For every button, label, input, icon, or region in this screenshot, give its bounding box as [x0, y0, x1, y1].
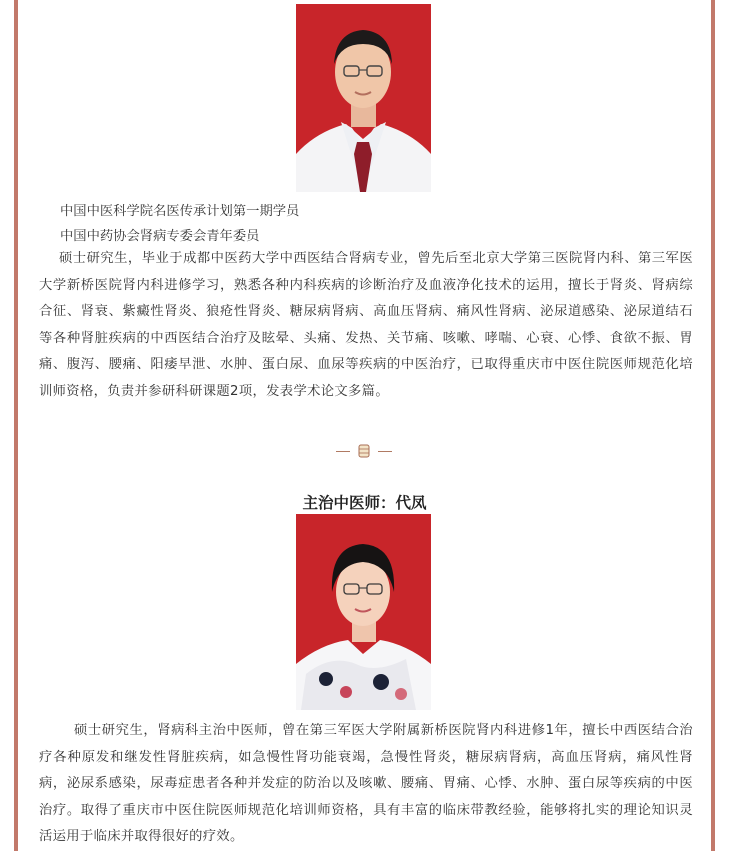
- doctor2-photo: [296, 514, 431, 710]
- divider-line-right: [378, 451, 392, 452]
- lantern-icon: [356, 443, 372, 459]
- doctor1-bio: 硕士研究生，毕业于成都中医药大学中西医结合肾病专业，曾先后至北京大学第三医院肾内科、第三军医大学新桥医院肾内科进修学习，熟悉各种内科疾病的诊断治疗及血液净化技术的运用，擅长于肾炎、肾病综合征、肾衰、紫癜性肾炎、狼疮性肾炎、糖尿病肾病、高血压肾病、痛风性肾病、泌尿道感染、泌尿道结石等各种肾脏疾病的中西医结合治疗及眩晕、头痛、发热、关节痛、咳嗽、哮喘、心衰、心悸、食欲不振、胃痛、腹泻、腰痛、阳痿早泄、水肿、蛋白尿、血尿等疾病的中医治疗，已取得重庆市中医住院医师规范化培训师资格，负责并参研科研课题2项，发表学术论文多篇。: [39, 251, 693, 399]
- doctor1-title1: 中国中医科学院名医传承计划第一期学员: [60, 204, 300, 219]
- left-border: [14, 0, 18, 851]
- doctor2-heading: 主治中医师：代凤: [302, 494, 427, 512]
- doctor1-photo: [296, 4, 431, 192]
- doctor2-bio: 硕士研究生，肾病科主治中医师，曾在第三军医大学附属新桥医院肾内科进修1年，擅长中西医结合治疗各种原发和继发性肾脏疾病，如急慢性肾功能衰竭，急慢性肾炎，糖尿病肾病，高血压肾病，痛风性肾病，泌尿系感染，尿毒症患者各种并发症的防治以及咳嗽、腰痛、胃痛、心悸、水肿、蛋白尿等疾病的中医治疗。取得了重庆市中医住院医师规范化培训师资格，具有丰富的临床带教经验，能够将扎实的理论知识灵活运用于临床并取得很好的疗效。: [39, 723, 693, 845]
- doctor1-title2: 中国中药协会肾病专委会青年委员: [60, 229, 260, 244]
- right-border: [711, 0, 715, 851]
- section-divider: [334, 441, 394, 461]
- divider-line-left: [336, 451, 350, 452]
